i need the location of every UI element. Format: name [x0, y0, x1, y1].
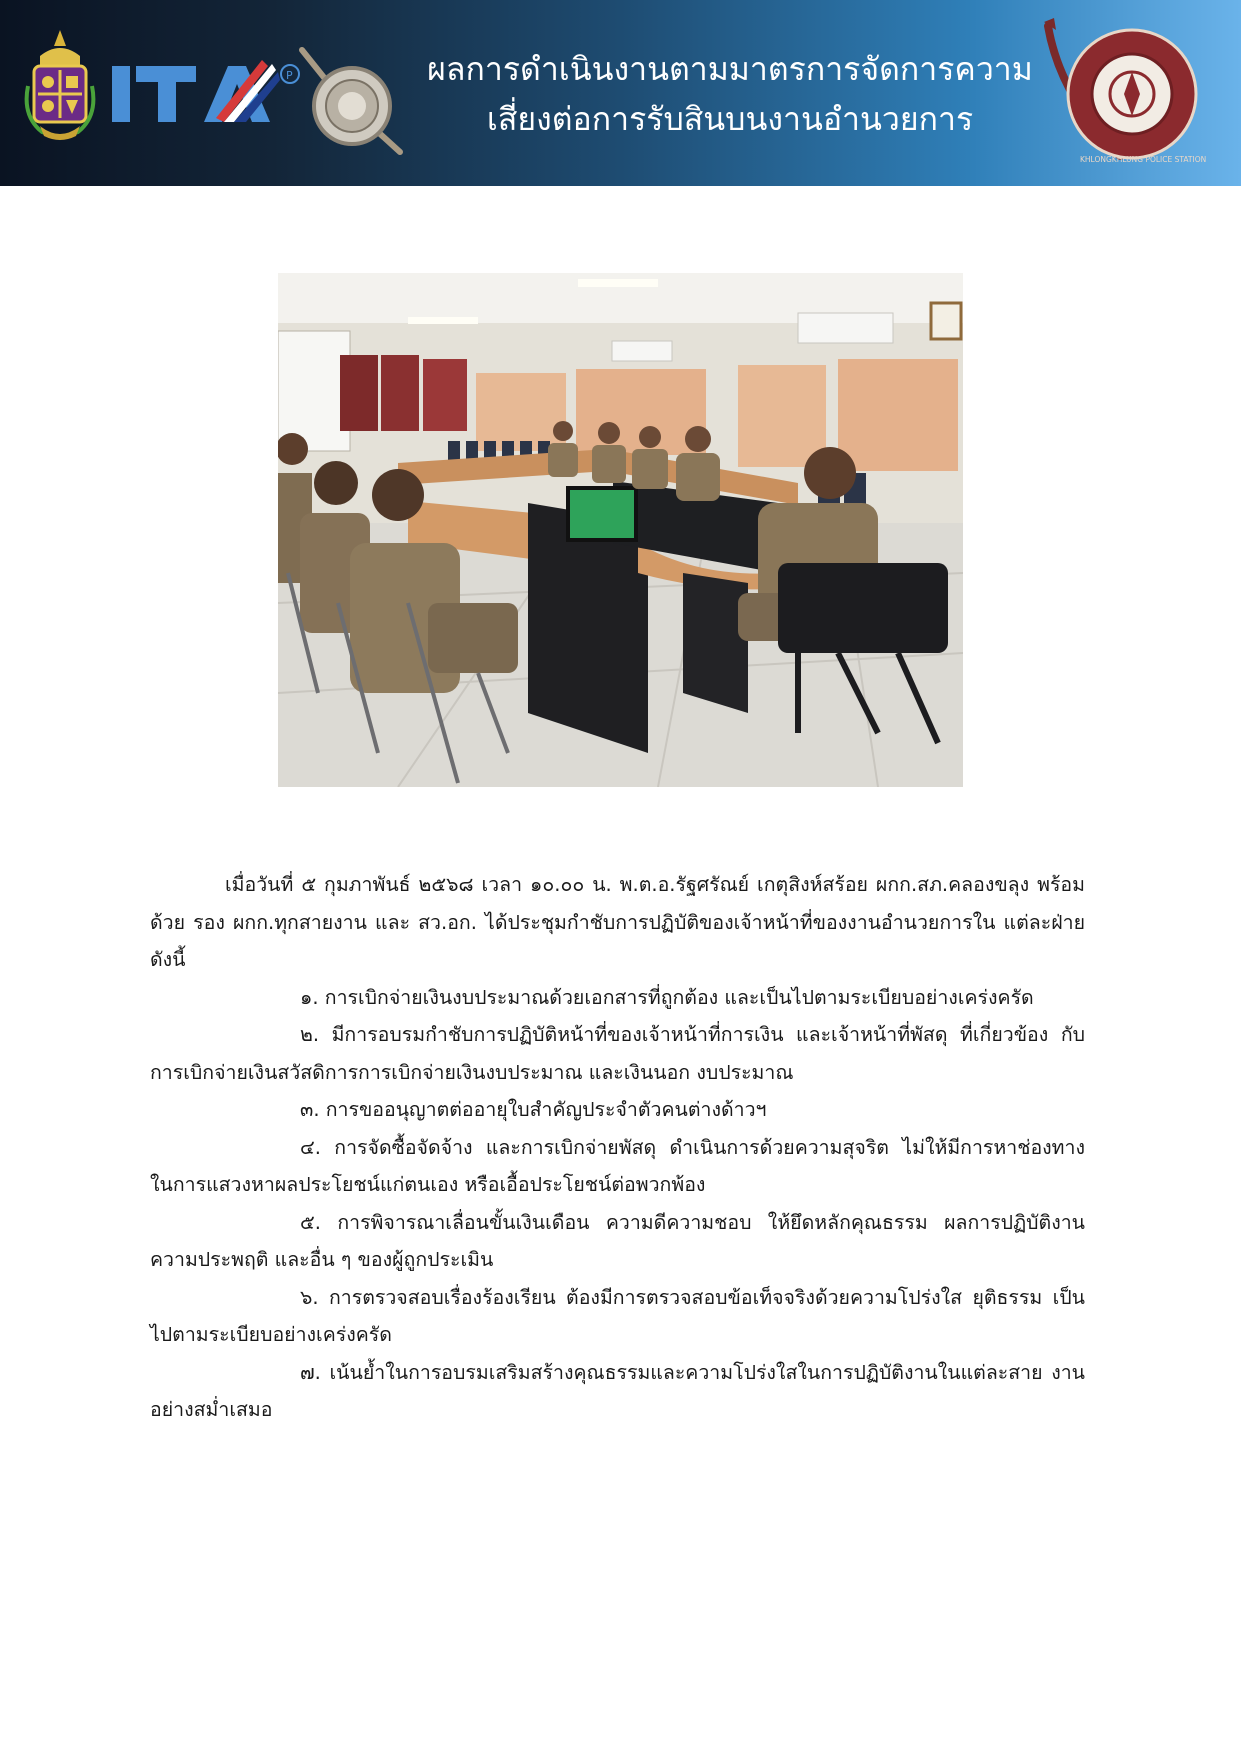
police-emblem-icon: [20, 26, 100, 144]
header-title-line-2: เสี่ยงต่อการรับสินบนงานอำนวยการ: [486, 100, 974, 138]
intro-paragraph: เมื่อวันที่ ๕ กุมภาพันธ์ ๒๕๖๘ เวลา ๑๐.๐๐ น. พ.ต.อ.รัฐศรัณย์ เกตุสิงห์สร้อย ผกก.สภ.คลองขลุง พร้อมด้วย รอง ผกก.ทุกสายงาน และ สว.อก. ได้ประชุมกำชับการปฏิบัติของเจ้าหน้าที่ของงานอำนวยการใน แต่ละฝ่าย ดังนี้: [150, 873, 1085, 971]
header-title: [410, 44, 1050, 144]
ita-logo: [112, 52, 302, 136]
ita-badge: P: [286, 69, 293, 82]
list-item: ๔. การจัดซื้อจัดจ้าง และการเบิกจ่ายพัสดุ ดำเนินการด้วยความสุจริต ไม่ให้มีการหาช่องทาง ในการแสวงหาผลประโยชน์แก่ตนเอง หรือเอื้อประโยชน์ต่อพวกพ้อง: [150, 1135, 1085, 1196]
header-banner: [0, 0, 1241, 186]
document-body: [150, 866, 1085, 1429]
meeting-photo: [278, 273, 963, 787]
list-item: ๕. การพิจารณาเลื่อนขั้นเงินเดือน ความดีความชอบ ให้ยึดหลักคุณธรรม ผลการปฏิบัติงาน ความประพฤติ และอื่น ๆ ของผู้ถูกประเมิน: [150, 1210, 1085, 1271]
list-item: ๑. การเบิกจ่ายเงินงบประมาณด้วยเอกสารที่ถูกต้อง และเป็นไปตามระเบียบอย่างเคร่งครัด: [300, 985, 1034, 1009]
police-station-logo: [1040, 16, 1240, 172]
list-item: ๗. เน้นย้ำในการอบรมเสริมสร้างคุณธรรมและความโปร่งใสในการปฏิบัติงานในแต่ละสาย งานอย่างสม่ำเสมอ: [150, 1360, 1085, 1421]
station-logo-text: KHLONGKHLUNG POLICE STATION: [1080, 155, 1207, 164]
header-title-line-1: ผลการดำเนินงานตามมาตรการจัดการความ: [427, 50, 1033, 88]
list-item: ๓. การขออนุญาตต่ออายุใบสำคัญประจำตัวคนต่างด้าวฯ: [300, 1098, 767, 1121]
royal-seal-icon: [296, 46, 406, 158]
list-item: ๖. การตรวจสอบเรื่องร้องเรียน ต้องมีการตรวจสอบข้อเท็จจริงด้วยความโปร่งใส ยุติธรรม เป็นไปตามระเบียบอย่างเคร่งครัด: [150, 1285, 1085, 1346]
list-item: ๒. มีการอบรมกำชับการปฏิบัติหน้าที่ของเจ้าหน้าที่การเงิน และเจ้าหน้าที่พัสดุ ที่เกี่ยวข้อง กับการเบิกจ่ายเงินสวัสดิการการเบิกจ่ายเงินงบประมาณ และเงินนอก งบประมาณ: [150, 1023, 1085, 1084]
